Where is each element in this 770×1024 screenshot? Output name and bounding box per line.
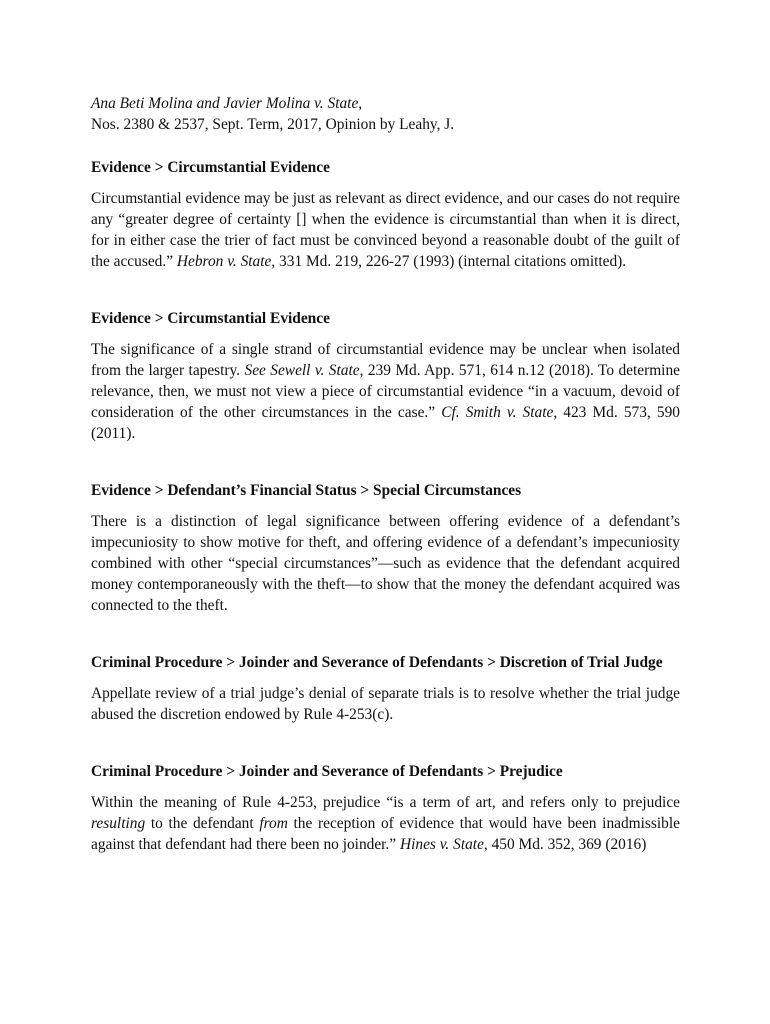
case-name: Ana Beti Molina and Javier Molina v. State — [91, 95, 359, 112]
headnote-heading: Evidence > Circumstantial Evidence — [91, 310, 330, 327]
body-text: the reception of evidence that would have been inadmissible against that defendant had there been no joinder.” — [91, 815, 680, 853]
case-citation: See Sewell v. State — [244, 362, 360, 379]
opinion-headnotes-page — [91, 93, 680, 855]
headnote-section — [91, 480, 680, 616]
case-name-line — [91, 93, 680, 114]
case-citation: Hebron v. State — [176, 253, 272, 270]
body-text: to the defendant — [145, 815, 260, 832]
case-name-suffix: , — [358, 95, 363, 112]
body-text: , 423 Md. 573, 590 (2011). — [91, 404, 680, 442]
headnote-heading: Evidence > Circumstantial Evidence — [91, 159, 330, 176]
body-text: The significance of a single strand of circumstantial evidence may be unclear when isolated from the larger tapestry. — [91, 341, 680, 379]
headnote-heading: Criminal Procedure > Joinder and Severance of Defendants > Discretion of Trial Judge — [91, 654, 663, 671]
headnote-body — [91, 792, 680, 855]
body-text: , 331 Md. 219, 226-27 (1993) (internal citations omitted). — [271, 253, 627, 270]
emphasis-text: from — [259, 815, 288, 832]
case-citation: Cf. Smith v. State — [441, 404, 554, 421]
body-text: Circumstantial evidence may be just as relevant as direct evidence, and our cases do not require any “greater degree of certainty [] when the evidence is circumstantial than when it is direct, for in either case the trier of fact must be convinced beyond a reasonable doubt of the guilt of the accused.” — [91, 190, 680, 270]
headnote-body: Appellate review of a trial judge’s denial of separate trials is to resolve whether the trial judge abused the discretion endowed by Rule 4-253(c). — [91, 685, 680, 723]
emphasis-text: resulting — [91, 815, 146, 832]
case-citation: Hines v. State — [399, 836, 484, 853]
headnote-body — [91, 339, 680, 444]
body-text: , 450 Md. 352, 369 (2016) — [483, 836, 647, 853]
headnote-heading: Criminal Procedure > Joinder and Severance of Defendants > Prejudice — [91, 763, 563, 780]
headnote-section — [91, 308, 680, 444]
headnote-section — [91, 652, 680, 725]
headnote-body — [91, 188, 680, 272]
body-text: Within the meaning of Rule 4-253, prejudice “is a term of art, and refers only to prejudice — [91, 794, 680, 811]
case-caption — [91, 93, 680, 135]
headnote-section — [91, 157, 680, 272]
headnote-section — [91, 761, 680, 855]
headnote-heading: Evidence > Defendant’s Financial Status > Special Circumstances — [91, 482, 522, 499]
body-text: , 239 Md. App. 571, 614 n.12 (2018). To determine relevance, then, we must not view a piece of circumstantial evidence “in a vacuum, devoid of consideration of the other circumstances in the case.” — [91, 362, 680, 421]
headnote-body: There is a distinction of legal significance between offering evidence of a defendant’s impecuniosity to show motive for theft, and offering evidence of a defendant’s impecuniosity combined with other “special circumstances”—such as evidence that the defendant acquired money contemporaneously with the theft—to show that the money the defendant acquired was connected to the theft. — [91, 513, 680, 614]
docket-line: Nos. 2380 & 2537, Sept. Term, 2017, Opinion by Leahy, J. — [91, 116, 455, 133]
